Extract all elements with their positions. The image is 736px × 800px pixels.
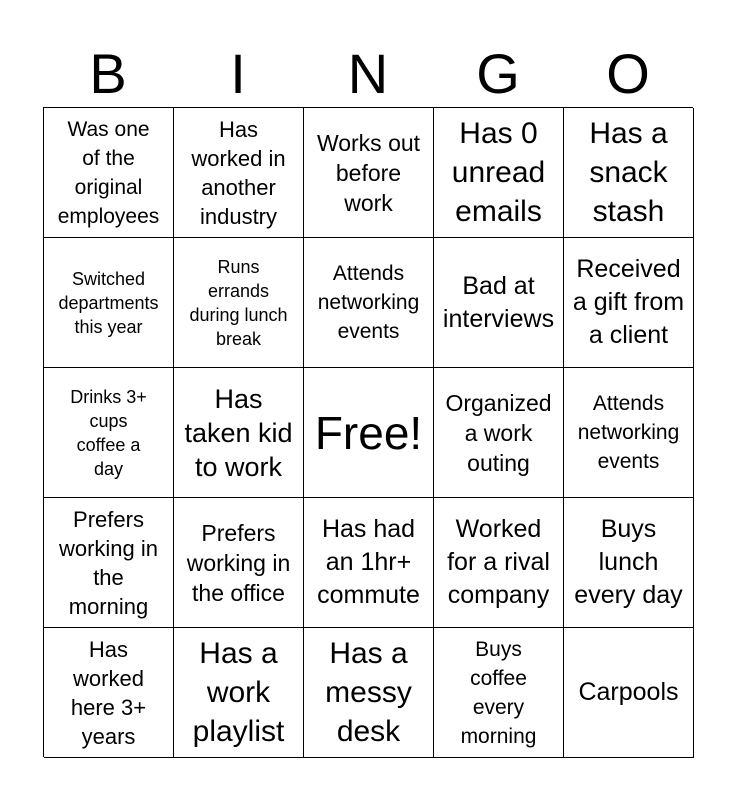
bingo-cell[interactable] (44, 628, 174, 758)
cell-text: Has a snack stash (589, 117, 668, 228)
cell-text: Has a messy desk (325, 637, 412, 748)
bingo-cell[interactable] (44, 368, 174, 498)
header-letter-o: O (606, 42, 650, 105)
bingo-cell[interactable] (434, 238, 564, 368)
bingo-header (43, 40, 693, 108)
cell-text: Attends networking events (577, 392, 680, 473)
cell-text: Organized a work outing (445, 389, 552, 476)
bingo-cell[interactable] (174, 498, 304, 628)
bingo-grid (43, 107, 693, 757)
cell-text: Buys coffee every morning (460, 637, 537, 748)
cell-text: Was one of the original employees (57, 117, 160, 228)
bingo-cell[interactable] (304, 498, 434, 628)
header-letter-n: N (347, 42, 389, 105)
bingo-cell[interactable] (564, 498, 694, 628)
free-space-text: Free! (314, 406, 423, 459)
bingo-cell[interactable] (44, 108, 174, 238)
cell-text: Has taken kid to work (184, 383, 293, 482)
bingo-cell[interactable] (174, 368, 304, 498)
cell-text: Bad at interviews (442, 271, 555, 333)
bingo-cell[interactable] (434, 628, 564, 758)
cell-text: Runs errands during lunch break (189, 256, 288, 349)
cell-text: Carpools (578, 678, 679, 706)
bingo-cell[interactable] (174, 108, 304, 238)
cell-text: Has worked here 3+ years (70, 636, 147, 749)
cell-text: Has worked in another industry (191, 116, 286, 229)
bingo-cell[interactable] (304, 238, 434, 368)
bingo-cell[interactable] (564, 628, 694, 758)
cell-text: Has 0 unread emails (451, 117, 546, 228)
bingo-cell[interactable] (44, 238, 174, 368)
cell-text: Buys lunch every day (574, 515, 683, 609)
cell-text: Received a gift from a client (572, 255, 685, 349)
bingo-cell[interactable] (564, 238, 694, 368)
bingo-cell[interactable] (434, 108, 564, 238)
bingo-cell[interactable] (564, 108, 694, 238)
cell-text: Has a work playlist (192, 637, 285, 748)
bingo-cell[interactable] (434, 498, 564, 628)
cell-text: Prefers working in the office (186, 519, 291, 606)
bingo-cell[interactable] (564, 368, 694, 498)
cell-text: Works out before work (316, 129, 421, 216)
free-space-cell[interactable] (304, 368, 434, 498)
header-letter-b: B (89, 42, 127, 105)
bingo-cell[interactable] (44, 498, 174, 628)
bingo-cell[interactable] (304, 628, 434, 758)
bingo-cell[interactable] (174, 628, 304, 758)
cell-text: Worked for a rival company (447, 515, 550, 609)
bingo-cell[interactable] (174, 238, 304, 368)
bingo-cell[interactable] (304, 108, 434, 238)
cell-text: Prefers working in the morning (58, 506, 159, 619)
header-letter-g: G (476, 42, 520, 105)
cell-text: Drinks 3+ cups coffee a day (70, 386, 147, 479)
header-letter-i: I (230, 42, 246, 105)
cell-text: Has had an 1hr+ commute (317, 515, 420, 609)
bingo-cell[interactable] (434, 368, 564, 498)
cell-text: Attends networking events (317, 262, 420, 343)
cell-text: Switched departments this year (58, 268, 159, 337)
